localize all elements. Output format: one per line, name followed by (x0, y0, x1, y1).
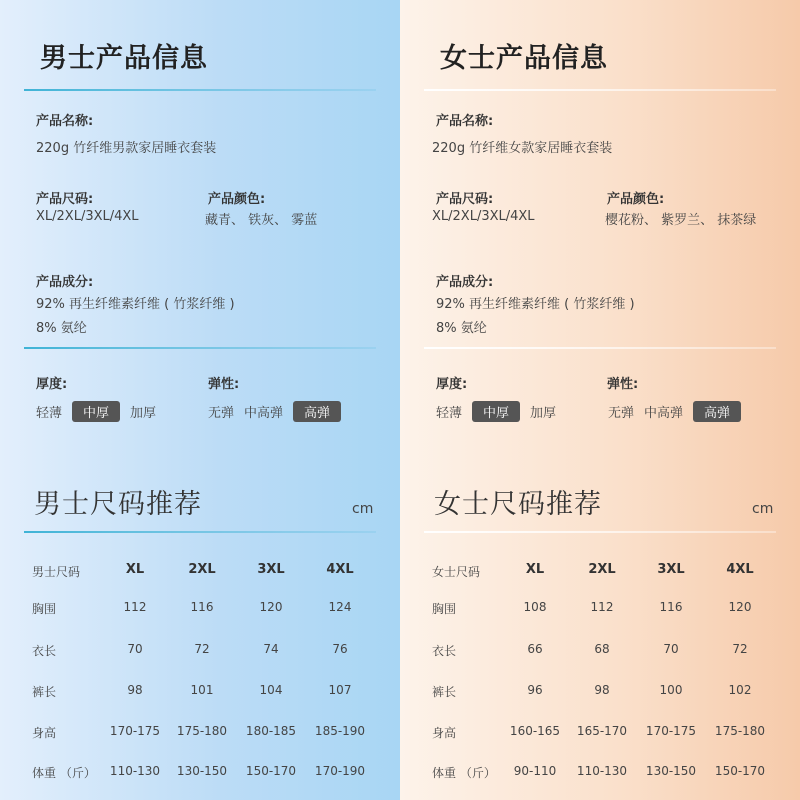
composition-line-2: 8% 氨纶 (436, 321, 487, 336)
size-table (400, 0, 800, 800)
elasticity-label: 弹性: (208, 377, 240, 392)
table-cell: 170-175 (109, 724, 161, 738)
selected-option-chip: 中厚 (72, 401, 120, 422)
size-recommendation-title: 女士尺码推荐 (434, 489, 602, 520)
table-cell: 175-180 (714, 724, 766, 738)
table-cell: 110-130 (576, 764, 628, 778)
table-row-label: 裤长 (32, 685, 57, 699)
table-header-size: XL (125, 562, 145, 577)
table-row-label: 身高 (432, 726, 457, 740)
table-row-label: 衣长 (432, 644, 457, 658)
option-chip: 轻薄 (36, 406, 63, 421)
product-size-label: 产品尺码: (436, 192, 494, 207)
table-cell: 180-185 (245, 724, 297, 738)
table-cell: 100 (659, 683, 683, 697)
table-cell: 116 (659, 600, 683, 614)
table-cell: 120 (728, 600, 752, 614)
product-color-value: 藏青、 铁灰、 雾蓝 (205, 213, 318, 228)
product-color-label: 产品颜色: (607, 192, 665, 207)
option-chip: 中高弹 (244, 406, 284, 421)
table-header-size: XL (525, 562, 545, 577)
table-header-size: 4XL (326, 562, 354, 577)
product-name-value: 220g 竹纤维女款家居睡衣套装 (432, 141, 613, 156)
elasticity-label: 弹性: (607, 377, 639, 392)
table-cell: 124 (328, 600, 352, 614)
product-name-label: 产品名称: (436, 114, 494, 129)
composition-line-1: 92% 再生纤维素纤维 ( 竹浆纤维 ) (436, 297, 635, 312)
product-color-label: 产品颜色: (208, 192, 266, 207)
selected-option-chip: 高弹 (293, 401, 341, 422)
table-cell: 101 (190, 683, 214, 697)
table-header-size: 2XL (188, 562, 216, 577)
product-name-label: 产品名称: (36, 114, 94, 129)
table-cell: 150-170 (714, 764, 766, 778)
selected-option-chip: 高弹 (693, 401, 741, 422)
table-cell: 116 (190, 600, 214, 614)
table-cell: 90-110 (513, 764, 557, 778)
product-size-value: XL/2XL/3XL/4XL (36, 209, 139, 224)
table-cell: 110-130 (109, 764, 161, 778)
option-chip: 无弹 (208, 406, 235, 421)
table-cell: 98 (127, 683, 143, 697)
table-cell: 150-170 (245, 764, 297, 778)
table-corner-label: 女士尺码 (432, 565, 481, 579)
option-chip: 加厚 (530, 406, 557, 421)
composition-line-2: 8% 氨纶 (36, 321, 87, 336)
product-color-value: 樱花粉、 紫罗兰、 抹茶绿 (605, 213, 757, 228)
table-cell: 98 (594, 683, 610, 697)
table-header-size: 2XL (588, 562, 616, 577)
table-cell: 72 (732, 642, 748, 656)
table-cell: 130-150 (645, 764, 697, 778)
table-cell: 74 (263, 642, 279, 656)
table-cell: 96 (527, 683, 543, 697)
table-cell: 72 (194, 642, 210, 656)
table-cell: 102 (728, 683, 752, 697)
table-header-size: 3XL (257, 562, 285, 577)
table-row-label: 衣长 (32, 644, 57, 658)
product-name-value: 220g 竹纤维男款家居睡衣套装 (36, 141, 217, 156)
table-row-label: 裤长 (432, 685, 457, 699)
table-corner-label: 男士尺码 (32, 565, 81, 579)
table-cell: 160-165 (509, 724, 561, 738)
men-info-title: 男士产品信息 (40, 43, 208, 74)
table-row-label: 体重 （斤） (432, 766, 496, 780)
product-composition-label: 产品成分: (436, 275, 494, 290)
thickness-label: 厚度: (436, 377, 468, 392)
table-cell: 175-180 (176, 724, 228, 738)
option-chip: 加厚 (130, 406, 157, 421)
table-cell: 185-190 (314, 724, 366, 738)
product-size-value: XL/2XL/3XL/4XL (432, 209, 535, 224)
product-composition-label: 产品成分: (36, 275, 94, 290)
table-cell: 112 (123, 600, 147, 614)
table-row-label: 胸围 (432, 602, 457, 616)
unit-label: cm (352, 501, 374, 517)
table-header-size: 3XL (657, 562, 685, 577)
table-cell: 130-150 (176, 764, 228, 778)
table-row-label: 胸围 (32, 602, 57, 616)
unit-label: cm (752, 501, 774, 517)
table-cell: 70 (127, 642, 143, 656)
table-row-label: 身高 (32, 726, 57, 740)
table-cell: 120 (259, 600, 283, 614)
size-recommendation-title: 男士尺码推荐 (34, 489, 202, 520)
table-cell: 68 (594, 642, 610, 656)
table-cell: 76 (332, 642, 348, 656)
women-panel (400, 0, 800, 800)
table-cell: 165-170 (576, 724, 628, 738)
composition-line-1: 92% 再生纤维素纤维 ( 竹浆纤维 ) (36, 297, 235, 312)
table-header-size: 4XL (726, 562, 754, 577)
selected-option-chip: 中厚 (472, 401, 520, 422)
option-chip: 无弹 (608, 406, 635, 421)
product-size-label: 产品尺码: (36, 192, 94, 207)
table-cell: 170-175 (645, 724, 697, 738)
table-cell: 170-190 (314, 764, 366, 778)
table-cell: 108 (523, 600, 547, 614)
table-cell: 112 (590, 600, 614, 614)
table-cell: 107 (328, 683, 352, 697)
table-cell: 70 (663, 642, 679, 656)
table-cell: 104 (259, 683, 283, 697)
option-chip: 轻薄 (436, 406, 463, 421)
table-cell: 66 (527, 642, 543, 656)
women-info-title: 女士产品信息 (440, 43, 608, 74)
thickness-label: 厚度: (36, 377, 68, 392)
table-row-label: 体重 （斤） (32, 766, 96, 780)
option-chip: 中高弹 (644, 406, 684, 421)
